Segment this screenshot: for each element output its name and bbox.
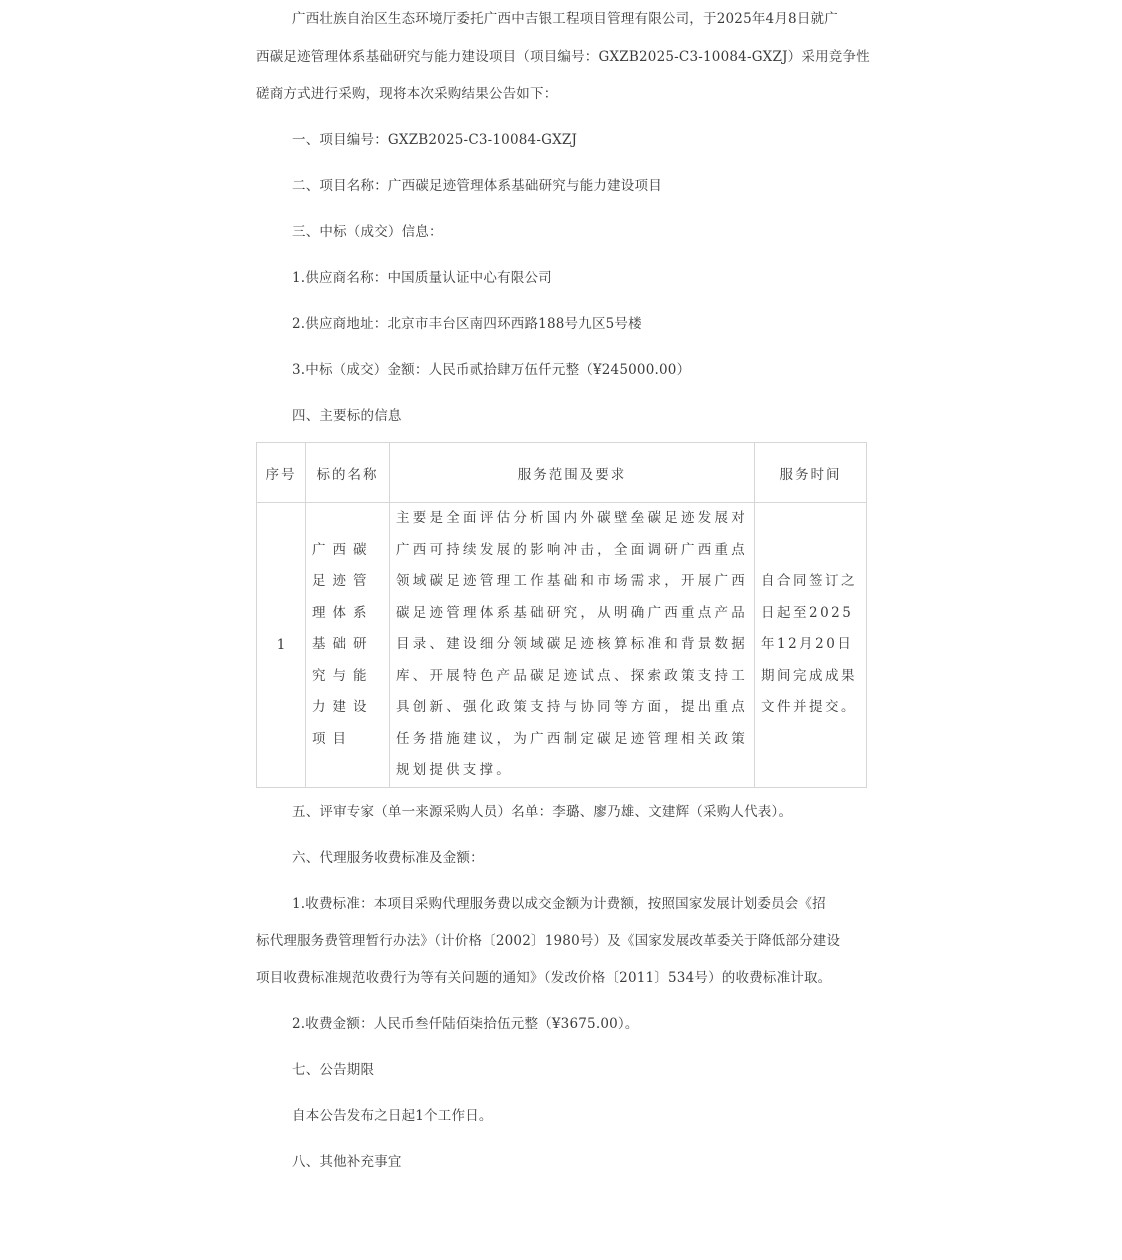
fee-standard-line-3: 项目收费标准规范收费行为等有关问题的通知》（发改价格〔2011〕534号）的收费标准计取。 [256, 970, 832, 986]
intro-line-3: 磋商方式进行采购，现将本次采购结果公告如下： [256, 86, 558, 102]
intro-line-1: 广西壮族自治区生态环境厅委托广西中吉银工程项目管理有限公司，于2025年4月8日就广 [292, 11, 838, 27]
header-seq: 序号 [257, 443, 306, 503]
cell-name: 广西碳足迹管理体系基础研究与能力建设项目 [306, 503, 390, 788]
intro-line-2: 西碳足迹管理体系基础研究与能力建设项目（项目编号：GXZB2025-C3-10084-GXZJ）采用竞争性 [256, 49, 870, 65]
section-agency-fee: 六、代理服务收费标准及金额： [292, 850, 484, 866]
fee-amount: 2.收费金额：人民币叁仟陆佰柒拾伍元整（¥3675.00）。 [292, 1016, 639, 1032]
section-main-subject: 四、主要标的信息 [292, 408, 402, 424]
supplier-name: 1.供应商名称：中国质量认证中心有限公司 [292, 270, 552, 286]
fee-standard-line-1: 1.收费标准：本项目采购代理服务费以成交金额为计费额，按照国家发展计划委员会《招 [292, 896, 826, 912]
section-award-info: 三、中标（成交）信息： [292, 224, 443, 240]
supplier-address: 2.供应商地址：北京市丰台区南四环西路188号九区5号楼 [292, 316, 642, 332]
section-project-number: 一、项目编号：GXZB2025-C3-10084-GXZJ [292, 132, 578, 148]
header-scope: 服务范围及要求 [390, 443, 755, 503]
cell-scope: 主要是全面评估分析国内外碳壁垒碳足迹发展对广西可持续发展的影响冲击，全面调研广西重点领域碳足迹管理工作基础和市场需求，开展广西碳足迹管理体系基础研究，从明确广西重点产品目录、建设细分领域碳足迹核算标准和背景数据库、开展特色产品碳足迹试点、探索政策支持工具创新、强化政策支持与协同等方面，提出重点任务措施建议，为广西制定碳足迹管理相关政策规划提供支撑。 [390, 503, 755, 788]
award-amount: 3.中标（成交）金额：人民币贰拾肆万伍仟元整（¥245000.00） [292, 362, 691, 378]
table-header-row [257, 443, 867, 503]
section-other-matters: 八、其他补充事宜 [292, 1154, 402, 1170]
notice-period-text: 自本公告发布之日起1个工作日。 [292, 1108, 493, 1124]
section-notice-period: 七、公告期限 [292, 1062, 375, 1078]
cell-seq: 1 [257, 503, 306, 788]
section-project-name: 二、项目名称：广西碳足迹管理体系基础研究与能力建设项目 [292, 178, 662, 194]
header-time: 服务时间 [755, 443, 867, 503]
fee-standard-line-2: 标代理服务费管理暂行办法》（计价格〔2002〕1980号）及《国家发展改革委关于降低部分建设 [256, 933, 841, 949]
section-review-experts: 五、评审专家（单一来源采购人员）名单：李璐、廖乃雄、文建辉（采购人代表）。 [292, 804, 793, 820]
table-row [257, 503, 867, 788]
cell-time: 自合同签订之日起至2025年12月20日期间完成成果文件并提交。 [755, 503, 867, 788]
subject-info-table [256, 442, 867, 788]
header-name: 标的名称 [306, 443, 390, 503]
